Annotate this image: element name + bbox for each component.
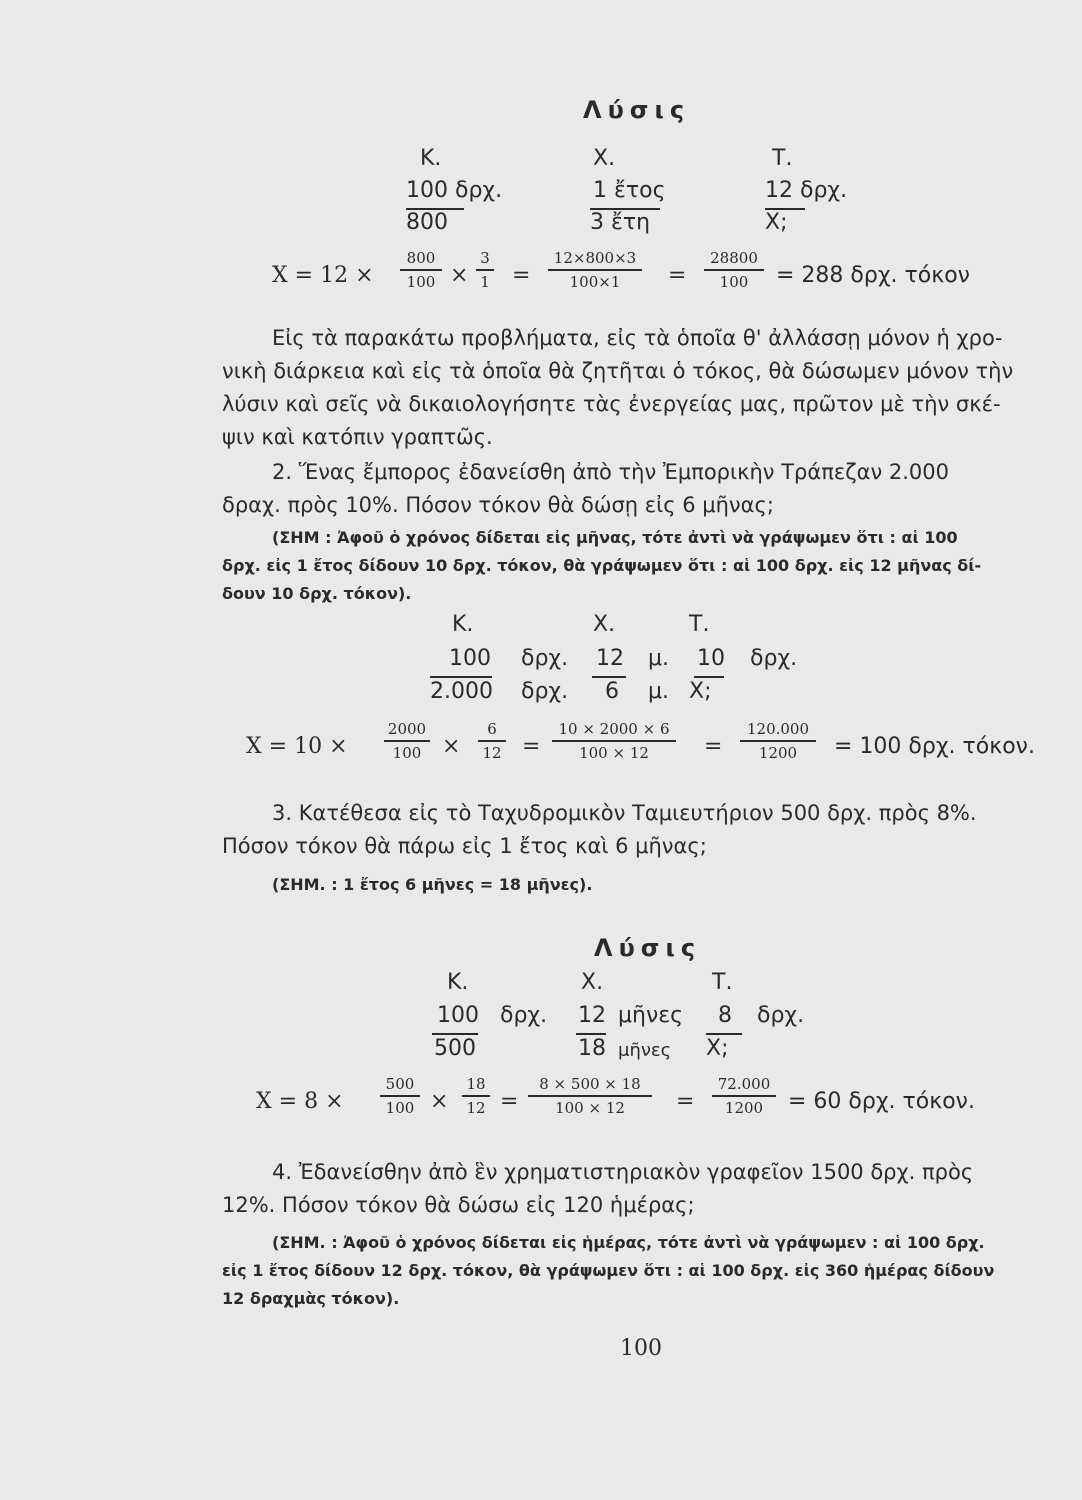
times-sign: × xyxy=(450,263,469,288)
row1-interest: 12 δρχ. xyxy=(765,178,848,203)
col-header-t: Τ. xyxy=(689,612,710,637)
numerator: 800 xyxy=(406,249,436,267)
numerator: 8 × 500 × 18 xyxy=(539,1075,641,1093)
row2-time: 3 ἔτη xyxy=(590,210,651,235)
row-divider xyxy=(694,676,724,678)
fraction xyxy=(712,1075,776,1117)
row1-interest-unit: δρχ. xyxy=(750,646,798,671)
denominator: 1 xyxy=(480,272,490,291)
denominator: 12 xyxy=(466,1098,486,1117)
denominator: 1200 xyxy=(724,1098,764,1117)
row1-interest: 8 xyxy=(718,1003,732,1028)
numerator: 3 xyxy=(480,249,490,267)
row2-interest: Χ; xyxy=(706,1036,729,1061)
denominator: 100 × 12 xyxy=(555,1098,625,1117)
row1-time: 12 xyxy=(578,1003,606,1028)
problem-4-line: 12%. Πόσον τόκον θὰ δώσω εἰς 120 ἡμέρας; xyxy=(222,1193,695,1217)
row1-interest: 10 xyxy=(697,646,725,671)
col-header-k: Κ. xyxy=(447,970,469,995)
row1-time: 12 xyxy=(596,646,624,671)
equation-result: = 60 δρχ. τόκον. xyxy=(788,1089,975,1114)
row1-time-unit: μῆνες xyxy=(618,1003,684,1028)
solution-heading: Λύσις xyxy=(594,934,702,962)
row2-time: 18 xyxy=(578,1036,606,1061)
row2-time: 6 xyxy=(605,679,619,704)
row-divider xyxy=(706,1033,742,1035)
problem-2-note: δρχ. εἰς 1 ἔτος δίδουν 10 δρχ. τόκον, θὰ γράψωμεν ὅτι : αἱ 100 δρχ. εἰς 12 μῆνας δί- xyxy=(222,556,982,575)
equals-sign: = xyxy=(512,263,531,288)
numerator: 500 xyxy=(385,1075,415,1093)
row1-capital: 100 xyxy=(449,646,491,671)
equation-lhs: Χ = 10 × xyxy=(246,734,348,759)
times-sign: × xyxy=(430,1089,449,1114)
numerator: 10 × 2000 × 6 xyxy=(558,720,670,738)
numerator: 6 xyxy=(487,720,497,738)
equation-lhs: Χ = 12 × xyxy=(272,263,374,288)
problem-4-note: εἰς 1 ἔτος δίδουν 12 δρχ. τόκον, θὰ γράψωμεν ὅτι : αἱ 100 δρχ. εἰς 360 ἡμέρας δίδουν xyxy=(222,1261,995,1280)
row2-capital: 2.000 xyxy=(430,679,493,704)
problem-4-note: (ΣΗΜ. : Ἀφοῦ ὁ χρόνος δίδεται εἰς ἡμέρας, τότε ἀντὶ νὰ γράψωμεν : αἱ 100 δρχ. xyxy=(272,1233,985,1252)
fraction xyxy=(552,720,676,762)
fraction xyxy=(478,720,506,762)
intro-line: Εἰς τὰ παρακάτω προβλήματα, εἰς τὰ ὁποῖα θ' ἀλλάσσῃ μόνον ἡ χρο- xyxy=(272,326,1003,350)
times-sign: × xyxy=(442,734,461,759)
row2-capital-unit: δρχ. xyxy=(521,679,569,704)
equals-sign: = xyxy=(668,263,687,288)
fraction xyxy=(462,1075,490,1117)
row1-time-unit: μ. xyxy=(648,646,669,671)
row2-interest: Χ; xyxy=(765,210,788,235)
problem-3-line: Πόσον τόκον θὰ πάρω εἰς 1 ἔτος καὶ 6 μῆνας; xyxy=(222,834,707,858)
row2-time-unit: μ. xyxy=(648,679,669,704)
numerator: 2000 xyxy=(387,720,427,738)
row1-capital: 100 δρχ. xyxy=(406,178,503,203)
fraction xyxy=(476,249,494,291)
fraction xyxy=(528,1075,652,1117)
row2-interest: Χ; xyxy=(689,679,712,704)
denominator: 100 xyxy=(392,743,422,762)
intro-line: λύσιν καὶ σεῖς νὰ δικαιολογήσητε τὰς ἐνεργείας μας, πρῶτον μὲ τὴν σκέ- xyxy=(222,392,1001,416)
equation-result: = 100 δρχ. τόκον. xyxy=(834,734,1035,759)
problem-2-line: δραχ. πρὸς 10%. Πόσον τόκον θὰ δώσῃ εἰς 6 μῆνας; xyxy=(222,493,774,517)
page-number: 100 xyxy=(620,1336,662,1361)
denominator: 1200 xyxy=(758,743,798,762)
numerator: 28800 xyxy=(710,249,758,267)
denominator: 100 xyxy=(406,272,436,291)
equation-lhs: Χ = 8 × xyxy=(256,1089,344,1114)
row2-time-unit: μῆνες xyxy=(618,1040,672,1061)
row1-capital: 100 xyxy=(437,1003,479,1028)
fraction xyxy=(704,249,764,291)
col-header-k: Κ. xyxy=(452,612,474,637)
row1-time: 1 ἔτος xyxy=(593,178,666,203)
denominator: 100 xyxy=(385,1098,415,1117)
fraction xyxy=(384,720,430,762)
row2-capital: 500 xyxy=(434,1036,476,1061)
equals-sign: = xyxy=(522,734,541,759)
row-divider xyxy=(432,1033,478,1035)
denominator: 100 × 12 xyxy=(579,743,649,762)
equals-sign: = xyxy=(676,1089,695,1114)
row-divider xyxy=(576,1033,606,1035)
problem-2-note: δουν 10 δρχ. τόκον). xyxy=(222,584,412,603)
row-divider xyxy=(592,676,626,678)
row2-capital: 800 xyxy=(406,210,448,235)
solution-heading: Λύσις xyxy=(583,96,691,124)
problem-4-note: 12 δραχμὰς τόκον). xyxy=(222,1289,400,1308)
numerator: 18 xyxy=(466,1075,486,1093)
row1-interest-unit: δρχ. xyxy=(757,1003,805,1028)
fraction xyxy=(740,720,816,762)
problem-3-line: 3. Κατέθεσα εἰς τὸ Ταχυδρομικὸν Ταμιευτήριον 500 δρχ. πρὸς 8%. xyxy=(272,801,977,825)
problem-3-note: (ΣΗΜ. : 1 ἔτος 6 μῆνες = 18 μῆνες). xyxy=(272,875,593,894)
denominator: 12 xyxy=(482,743,502,762)
row1-capital-unit: δρχ. xyxy=(500,1003,548,1028)
problem-4-line: 4. Ἐδανείσθην ἀπὸ ἓν χρηματιστηριακὸν γραφεῖον 1500 δρχ. πρὸς xyxy=(272,1160,974,1184)
row1-capital-unit: δρχ. xyxy=(521,646,569,671)
intro-line: νικὴ διάρκεια καὶ εἰς τὰ ὁποῖα θὰ ζητῆται ὁ τόκος, θὰ δώσωμεν μόνον τὴν xyxy=(222,359,1014,383)
fraction xyxy=(400,249,442,291)
fraction xyxy=(380,1075,420,1117)
problem-2-line: 2. Ἕνας ἔμπορος ἐδανείσθη ἀπὸ τὴν Ἐμπορικὴν Τράπεζαν 2.000 xyxy=(272,460,949,484)
col-header-t: Τ. xyxy=(772,146,793,171)
denominator: 100×1 xyxy=(569,272,621,291)
col-header-x: Χ. xyxy=(593,146,616,171)
numerator: 12×800×3 xyxy=(553,249,637,267)
col-header-x: Χ. xyxy=(581,970,604,995)
equals-sign: = xyxy=(500,1089,519,1114)
numerator: 72.000 xyxy=(717,1075,771,1093)
equation-result: = 288 δρχ. τόκον xyxy=(776,263,970,288)
fraction xyxy=(548,249,642,291)
equals-sign: = xyxy=(704,734,723,759)
numerator: 120.000 xyxy=(746,720,810,738)
col-header-t: Τ. xyxy=(712,970,733,995)
problem-2-note: (ΣΗΜ : Ἀφοῦ ὁ χρόνος δίδεται εἰς μῆνας, τότε ἀντὶ νὰ γράψωμεν ὅτι : αἱ 100 xyxy=(272,528,958,547)
denominator: 100 xyxy=(719,272,749,291)
col-header-k: Κ. xyxy=(420,146,442,171)
row-divider xyxy=(430,676,492,678)
col-header-x: Χ. xyxy=(593,612,616,637)
intro-line: ψιν καὶ κατόπιν γραπτῶς. xyxy=(222,425,493,449)
